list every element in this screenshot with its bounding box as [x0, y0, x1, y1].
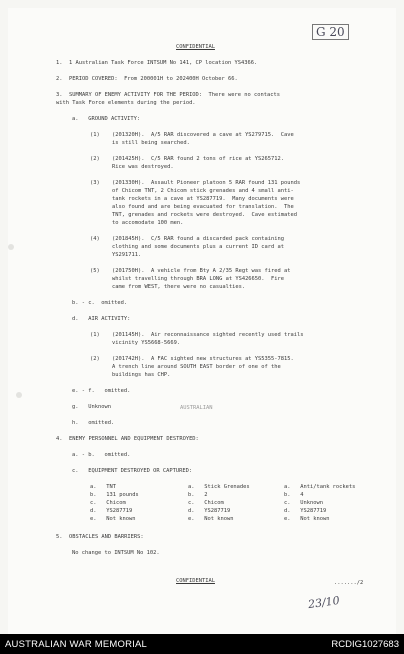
ground-entry-2-num: (2) [90, 156, 100, 162]
ground-entry-5-line: whilst travelling through BRA LONG at YS426650. Fire [112, 276, 285, 282]
ground-entry-3-line: (201330H). Assault Pioneer platoon 5 RAR found 131 pounds [112, 180, 301, 186]
air-entry-1-num: (1) [90, 332, 100, 338]
footer-classification: CONFIDENTIAL [176, 578, 215, 584]
section4-ab: a. - b. omitted. [72, 452, 131, 458]
ground-entry-3-line: also found and are being evacuated for translation. The [112, 204, 294, 210]
handwritten-signature: 23/10 [307, 593, 341, 612]
air-entry-1-line: vicinity YS5668-5669. [112, 340, 181, 346]
ground-entry-2-line: (201425H). C/5 RAR found 2 tons of rice at YS265712. [112, 156, 285, 162]
equipment-cell: a. TNT [90, 484, 116, 490]
next-page-indicator: ......./2 [334, 580, 364, 586]
ground-entry-1-line: (201320H). A/5 RAR discovered a cave at YS279715. Cave [112, 132, 294, 138]
ground-entry-2-line: Rice was destroyed. [112, 164, 174, 170]
ground-entry-1-num: (1) [90, 132, 100, 138]
faint-stamp-text: AUSTRALIAN [180, 405, 213, 411]
ground-entry-3-line: to accomodate 100 men. [112, 220, 184, 226]
air-activity-label: d. AIR ACTIVITY: [72, 316, 131, 322]
equipment-cell: c. Unknown [284, 500, 323, 506]
ground-entry-5-line: came from WEST, there were no casualties. [112, 284, 246, 290]
ground-entry-3-line: tank rockets in a cave at YS287719. Many documents were [112, 196, 294, 202]
archive-bar [0, 634, 404, 654]
item-1: 1. 1 Australian Task Force INTSUM No 141, CP location YS4366. [56, 60, 258, 66]
ground-entry-3-line: TNT, grenades and rockets were destroyed. Cave estimated [112, 212, 297, 218]
air-entry-2-line: A trench line around SOUTH EAST border of one of the [112, 364, 281, 370]
archive-record-id: RCDIG1027683 [331, 639, 399, 650]
section3-heading: 3. SUMMARY OF ENEMY ACTIVITY FOR THE PERIOD: There were no contacts [56, 92, 280, 98]
ground-entry-5-num: (5) [90, 268, 100, 274]
equipment-cell: e. Not known [284, 516, 330, 522]
ground-activity-label: a. GROUND ACTIVITY: [72, 116, 141, 122]
air-entry-1-line: (201145H). Air reconnaissance sighted recently used trails [112, 332, 304, 338]
ground-entry-4-line: clothing and some documents plus a current ID card at [112, 244, 285, 250]
equipment-cell: a. Stick Grenades [188, 484, 250, 490]
ground-entry-4-line: (201845H). C/5 RAR found a discarded pack containing [112, 236, 285, 242]
equipment-cell: c. Chicom [188, 500, 224, 506]
archive-institution: AUSTRALIAN WAR MEMORIAL [5, 639, 148, 650]
equipment-cell: d. YS287719 [90, 508, 133, 514]
punch-hole-bottom [16, 392, 22, 398]
misc-ef: e. - f. omitted. [72, 388, 131, 394]
ground-entry-1-line: is still being searched. [112, 140, 190, 146]
punch-hole-top [8, 244, 14, 250]
misc-h: h. omitted. [72, 420, 115, 426]
equipment-cell: d. YS287719 [284, 508, 327, 514]
air-entry-2-line: buildings has CHP. [112, 372, 171, 378]
air-entry-2-num: (2) [90, 356, 100, 362]
equipment-cell: a. Anti/tank rockets [284, 484, 356, 490]
equipment-cell: d. YS287719 [188, 508, 231, 514]
misc-g: g. Unknown [72, 404, 111, 410]
handwritten-page-ref: G 20 [312, 24, 349, 40]
equipment-cell: e. Not known [188, 516, 234, 522]
ground-entry-5-line: (201750H). A vehicle from Bty A 2/35 Regt was fired at [112, 268, 291, 274]
section5-heading: 5. OBSTACLES AND BARRIERS: [56, 534, 144, 540]
ground-omitted: b. - c. omitted. [72, 300, 128, 306]
item-2: 2. PERIOD COVERED: From 200001H to 202400H October 66. [56, 76, 238, 82]
ground-entry-4-line: YS291711. [112, 252, 142, 258]
equipment-cell: b. 131 pounds [90, 492, 139, 498]
section5-text: No change to INTSUM No 102. [72, 550, 160, 556]
document-page [8, 8, 396, 634]
ground-entry-3-line: of Chicom TNT, 2 Chicom stick grenades and 4 small anti- [112, 188, 294, 194]
ground-entry-4-num: (4) [90, 236, 100, 242]
section3-heading-cont: with Task Force elements during the period. [56, 100, 196, 106]
equipment-cell: e. Not known [90, 516, 136, 522]
document-title: CONFIDENTIAL [176, 44, 215, 50]
air-entry-2-line: (201742H). A FAC sighted new structures at YS5355-7815. [112, 356, 294, 362]
equipment-cell: c. Chicom [90, 500, 126, 506]
section4-c-label: c. EQUIPMENT DESTROYED OR CAPTURED: [72, 468, 193, 474]
equipment-cell: b. 2 [188, 492, 208, 498]
equipment-cell: b. 4 [284, 492, 304, 498]
section4-heading: 4. ENEMY PERSONNEL AND EQUIPMENT DESTROYED: [56, 436, 199, 442]
ground-entry-3-num: (3) [90, 180, 100, 186]
